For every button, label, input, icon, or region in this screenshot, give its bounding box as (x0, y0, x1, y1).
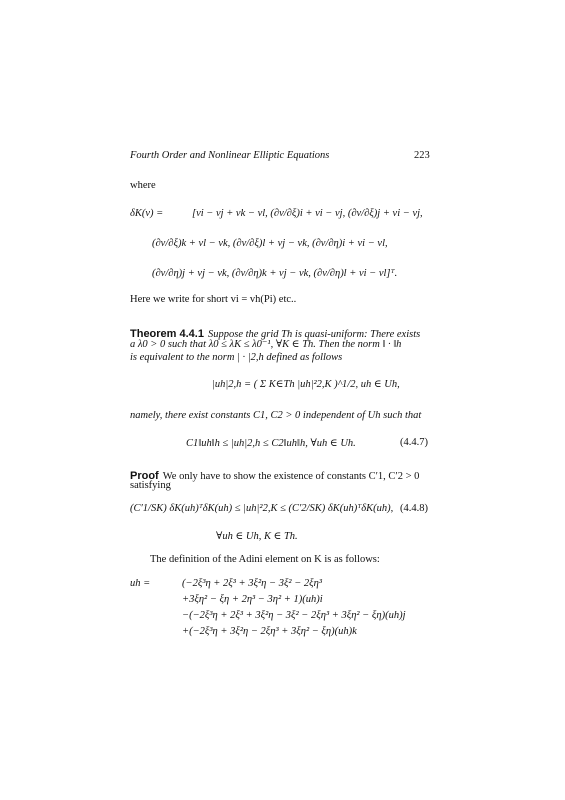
norm-equation: |uh|2,h = ( Σ K∈Th |uh|²2,K )^1/2, uh ∈ Uh, (212, 379, 400, 390)
equivalence-equation: C1‖uh‖h ≤ |uh|2,h ≤ C2‖uh‖h, ∀uh ∈ Uh. (186, 438, 356, 449)
theorem-statement-1: Suppose the grid Th is quasi-uniform: There exists (207, 329, 421, 340)
adini-intro: The definition of the Adini element on K is as follows: (150, 554, 380, 565)
theorem-namely: namely, there exist constants C1, C2 > 0 independent of Uh such that (130, 410, 422, 421)
proof-label: Proof (130, 470, 159, 482)
proof-text-1: We only have to show the existence of constants C′1, C′2 > 0 (162, 471, 420, 482)
adini-lhs: uh = (130, 578, 151, 589)
delta-def-line-2: (∂v/∂ξ)k + vl − vk, (∂v/∂ξ)l + vj − vk, (∂v/∂η)i + vi − vl, (152, 238, 388, 249)
adini-line-3: −(−2ξ³η + 2ξ³ + 3ξ²η − 3ξ² − 2ξη³ + 3ξη² − ξη)(uh)j (182, 610, 406, 621)
proof-line-2: satisfying (130, 480, 171, 491)
theorem-line-2: a λ0 > 0 such that λ0 ≤ λK ≤ λ0⁻¹, ∀K ∈ Th. Then the norm ‖ · ‖h (130, 339, 402, 350)
equation-number-448: (4.4.8) (400, 503, 428, 514)
delta-def-lhs: δK(v) = (130, 208, 164, 219)
proof-line-1 (130, 466, 419, 484)
adini-line-2: +3ξη² − ξη + 2η³ − 3η² + 1)(uh)i (182, 594, 323, 605)
running-title: Fourth Order and Nonlinear Elliptic Equations (130, 150, 330, 161)
theorem-line-3: is equivalent to the norm | · |2,h defined as follows (130, 352, 343, 363)
adini-line-1: (−2ξ³η + 2ξ³ + 3ξ²η − 3ξ² − 2ξη³ (182, 578, 323, 589)
adini-line-4: +(−2ξ³η + 3ξ²η − 2ξη³ + 3ξη² − ξη)(uh)k (182, 626, 357, 637)
page-number: 223 (414, 150, 430, 161)
equation-number-447: (4.4.7) (400, 437, 428, 448)
delta-def-line-1: [vi − vj + vk − vl, (∂v/∂ξ)i + vi − vj, (∂v/∂ξ)j + vi − vj, (192, 208, 423, 219)
theorem-label: Theorem 4.4.1 (130, 328, 204, 340)
proof-forall: ∀uh ∈ Uh, K ∈ Th. (216, 531, 298, 542)
short-note: Here we write for short vi = vh(Pi) etc.. (130, 294, 297, 305)
proof-inequality: (C′1/SK) δK(uh)ᵀδK(uh) ≤ |uh|²2,K ≤ (C′2/SK) δK(uh)ᵀδK(uh), (130, 503, 394, 514)
where-text: where (130, 180, 156, 191)
delta-def-line-3: (∂v/∂η)j + vj − vk, (∂v/∂η)k + vj − vk, (∂v/∂η)l + vi − vl]ᵀ. (152, 268, 398, 279)
